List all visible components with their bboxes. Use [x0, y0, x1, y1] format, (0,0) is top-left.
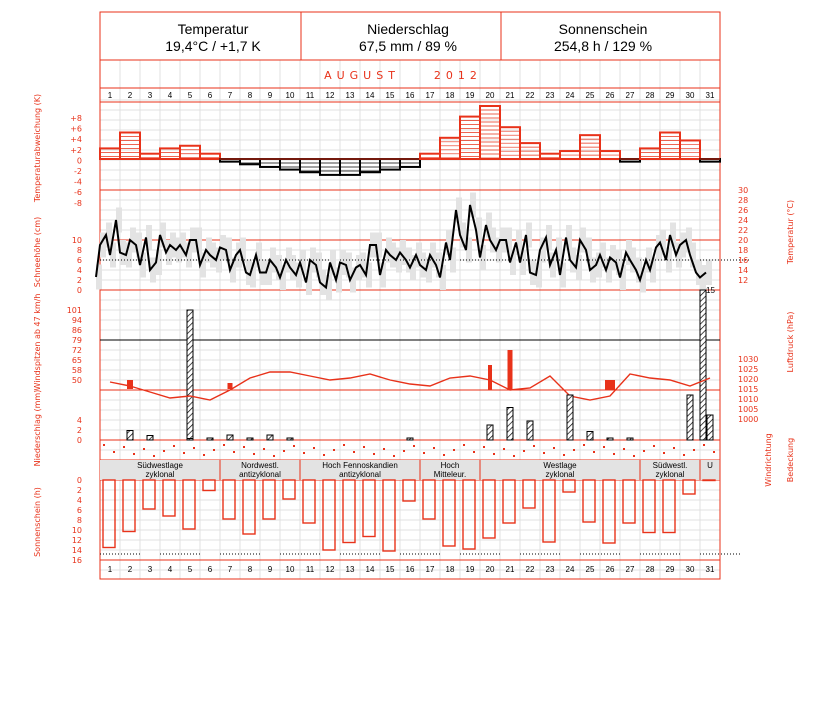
temperature-range-band	[706, 260, 712, 285]
pressure-tick: 1020	[738, 375, 759, 384]
wind-direction-dot	[253, 453, 255, 455]
wind-direction-dot	[573, 449, 575, 451]
wind-direction-dot	[433, 447, 435, 449]
sunshine-bar	[603, 480, 615, 543]
anomaly-tick: +4	[70, 135, 82, 145]
precip-bar	[127, 431, 133, 441]
wind-tick: 50	[71, 376, 82, 385]
wind-direction-dot	[193, 447, 195, 449]
wind-direction-dot	[633, 455, 635, 457]
day-label: 16	[405, 565, 415, 574]
day-label: 17	[425, 565, 435, 574]
weather-pattern-type: antizyklonal	[239, 470, 281, 479]
weather-pattern-name: Südwestl.	[652, 461, 688, 470]
day-label: 19	[465, 91, 475, 100]
precip-bar	[527, 421, 533, 440]
wind-direction-dot	[673, 447, 675, 449]
precip-bar	[227, 435, 233, 440]
day-label: 1	[107, 565, 113, 574]
temperature-tick: 26	[738, 206, 749, 215]
wind-direction-dot	[183, 452, 185, 454]
sunshine-bar	[523, 480, 535, 508]
day-label: 15	[385, 91, 395, 100]
pressure-tick: 1025	[738, 365, 759, 374]
header-sunshine-title: Sonnenschein	[558, 21, 648, 37]
weather-pattern-type: Mitteleur.	[433, 470, 467, 479]
axis-title-wind: Windspitzen ab 47 km/h	[33, 293, 42, 391]
day-label: 6	[207, 565, 213, 574]
anomaly-bar	[180, 146, 200, 159]
sunshine-bar	[203, 480, 215, 491]
temperature-series	[96, 193, 750, 301]
anomaly-tick: -6	[74, 188, 82, 198]
wind-direction-dot	[203, 454, 205, 456]
wind-direction-dot	[453, 449, 455, 451]
header-precipitation-title: Niederschlag	[367, 21, 449, 37]
wind-direction-dot	[623, 448, 625, 450]
day-label: 8	[247, 91, 253, 100]
anomaly-tick: -4	[74, 177, 82, 187]
anomaly-bar	[140, 154, 160, 159]
wind-gust-bar	[700, 290, 706, 440]
wind-direction-dot	[293, 445, 295, 447]
wind-direction-dot	[543, 452, 545, 454]
pressure-tick: 1005	[738, 405, 759, 414]
day-label: 3	[147, 91, 153, 100]
sunshine-bar	[703, 480, 715, 481]
wind-direction-dot	[593, 451, 595, 453]
snow-tick: 2	[76, 276, 82, 285]
weather-pattern-name: Nordwestl.	[241, 461, 279, 470]
day-label: 7	[227, 91, 233, 100]
precip-tick: 0	[76, 436, 82, 445]
day-label: 29	[665, 565, 675, 574]
wind-direction-dot	[653, 445, 655, 447]
day-label: 22	[525, 565, 535, 574]
wind-direction-dot	[703, 444, 705, 446]
temperature-tick: 12	[738, 276, 749, 285]
precip-bar	[587, 432, 593, 441]
weather-pattern-name: Südwestlage	[137, 461, 183, 470]
day-label: 10	[285, 565, 295, 574]
axis-title-wind-direction: Windrichtung	[764, 433, 773, 487]
axis-title-temperature: Temperatur (°C)	[786, 199, 795, 265]
day-label: 21	[505, 91, 515, 100]
wind-direction-dot	[243, 446, 245, 448]
day-label: 3	[147, 565, 153, 574]
wind-direction-dot	[223, 444, 225, 446]
day-label: 26	[605, 91, 615, 100]
wind-direction-dot	[213, 449, 215, 451]
precip-bar	[507, 408, 513, 441]
sunshine-bar	[123, 480, 135, 532]
temperature-tick: 16	[738, 256, 749, 265]
precip-bar	[487, 425, 493, 440]
wind-gust-series	[187, 286, 715, 440]
header-precipitation-value: 67,5 mm / 89 %	[358, 38, 458, 54]
wind-tick: 58	[71, 366, 82, 375]
anomaly-bar	[540, 154, 560, 159]
day-label: 31	[705, 565, 715, 574]
day-label: 23	[545, 565, 555, 574]
sunshine-tick: 16	[71, 556, 82, 565]
axis-title-temp-anomaly: Temperaturabweichung (K)	[33, 93, 42, 203]
wind-direction-dot	[173, 445, 175, 447]
day-label: 24	[565, 91, 575, 100]
sunshine-bar	[183, 480, 195, 529]
precip-bar	[607, 438, 613, 440]
snow-tick: 0	[76, 286, 82, 295]
anomaly-bar	[440, 138, 460, 159]
wind-direction-dot	[513, 455, 515, 457]
sunshine-tick: 8	[76, 516, 82, 525]
anomaly-bar	[380, 159, 400, 170]
day-label: 13	[345, 91, 355, 100]
sunshine-bar	[243, 480, 255, 534]
weather-pattern-background	[100, 460, 720, 480]
anomaly-tick: 0	[76, 156, 82, 166]
day-label: 14	[365, 91, 375, 100]
precip-bar	[687, 395, 693, 440]
wind-direction-dot	[583, 444, 585, 446]
wind-direction-dot	[283, 450, 285, 452]
anomaly-tick: -2	[74, 167, 82, 176]
sunshine-tick: 4	[76, 496, 82, 505]
wind-direction-dot	[263, 448, 265, 450]
wind-direction-dot	[493, 453, 495, 455]
day-label: 16	[405, 91, 415, 100]
day-label: 19	[465, 565, 475, 574]
day-label: 27	[625, 91, 635, 100]
sunshine-tick: 2	[76, 486, 82, 495]
wind-direction-dot	[423, 452, 425, 454]
wind-direction-dot	[603, 446, 605, 448]
weather-pattern-row	[100, 460, 720, 480]
pressure-tick: 1010	[738, 395, 759, 404]
day-label: 15	[385, 565, 395, 574]
sunshine-bar	[683, 480, 695, 494]
sunshine-tick: 14	[71, 546, 82, 555]
temperature-tick: 22	[738, 226, 749, 235]
day-label: 24	[565, 565, 575, 574]
day-label: 2	[127, 565, 133, 574]
weather-event-marker	[228, 383, 233, 389]
wind-direction-dot	[323, 454, 325, 456]
axis-title-pressure: Luftdruck (hPa)	[786, 311, 795, 373]
day-label: 23	[545, 91, 555, 100]
header-temperature-value: 19,4°C / +1,7 K	[165, 38, 261, 54]
weather-pattern-name: U	[707, 461, 713, 470]
wind-direction-dot	[353, 451, 355, 453]
anomaly-bar	[280, 159, 300, 170]
anomaly-bar	[240, 159, 260, 164]
day-label: 25	[585, 565, 595, 574]
wind-direction-dot	[363, 446, 365, 448]
precip-bar	[267, 435, 273, 440]
wind-direction-dot	[503, 448, 505, 450]
weather-event-marker	[508, 350, 513, 390]
day-label: 28	[645, 565, 655, 574]
precip-bar	[707, 415, 713, 440]
day-label: 10	[285, 91, 295, 100]
wind-direction-dot	[403, 450, 405, 452]
wind-direction-dot	[713, 451, 715, 453]
axis-title-sunshine: Sonnenschein (h)	[33, 487, 42, 557]
precip-bar	[287, 438, 293, 440]
precip-bar	[207, 438, 213, 440]
day-label: 12	[325, 91, 335, 100]
wind-tick: 86	[71, 326, 82, 335]
day-label: 6	[207, 91, 213, 100]
weather-pattern-type: zyklonal	[655, 470, 685, 479]
snow-tick: 4	[76, 266, 82, 275]
wind-tick: 94	[71, 316, 82, 325]
wind-gust-annotation: 15	[706, 286, 715, 295]
weather-pattern-name: Hoch	[440, 461, 460, 470]
wind-direction-dot	[693, 449, 695, 451]
wind-direction-dot	[333, 449, 335, 451]
day-label: 28	[645, 91, 655, 100]
pressure-tick: 1000	[738, 415, 759, 424]
day-label: 22	[525, 91, 535, 100]
axis-title-cloud-cover: Bedeckung	[786, 437, 795, 483]
day-label: 27	[625, 565, 635, 574]
day-label: 17	[425, 91, 435, 100]
day-label: 8	[247, 565, 253, 574]
wind-direction-dot	[443, 454, 445, 456]
sunshine-bar	[303, 480, 315, 523]
wind-direction-dot	[413, 445, 415, 447]
wind-direction-dot	[683, 454, 685, 456]
wind-direction-dot	[473, 451, 475, 453]
wind-direction-dot	[483, 446, 485, 448]
wind-tick: 79	[71, 336, 82, 345]
wind-direction-dot	[153, 455, 155, 457]
day-label: 14	[365, 565, 375, 574]
wind-direction-dot	[123, 446, 125, 448]
wind-direction-dot	[523, 450, 525, 452]
axis-title-precip: Niederschlag (mm)	[33, 389, 42, 467]
snow-tick: 10	[71, 236, 82, 245]
temperature-tick: 24	[738, 216, 749, 225]
sunshine-tick: 12	[71, 536, 82, 545]
weather-event-marker	[605, 380, 615, 390]
day-label: 11	[305, 565, 315, 574]
wind-direction-dot	[643, 450, 645, 452]
weather-pattern-name: Westlage	[543, 461, 577, 470]
precip-bar	[147, 436, 153, 441]
sunshine-tick: 10	[71, 526, 82, 535]
day-label: 9	[267, 565, 273, 574]
wind-direction-dot	[613, 453, 615, 455]
day-label: 20	[485, 91, 495, 100]
wind-direction-dot	[553, 447, 555, 449]
day-label: 4	[167, 91, 173, 100]
temperature-tick: 30	[738, 186, 749, 195]
weather-pattern-type: antizyklonal	[339, 470, 381, 479]
sunshine-bar	[643, 480, 655, 533]
sunshine-bar	[343, 480, 355, 543]
anomaly-bar	[200, 154, 220, 159]
day-label: 25	[585, 91, 595, 100]
temperature-tick: 20	[738, 236, 749, 245]
weather-pattern-type: zyklonal	[145, 470, 175, 479]
wind-tick: 72	[71, 346, 82, 355]
wind-direction-dot	[373, 453, 375, 455]
day-label: 31	[705, 91, 715, 100]
pressure-tick: 1030	[738, 355, 759, 364]
wind-direction-dot	[563, 454, 565, 456]
header-sunshine-value: 254,8 h / 129 %	[553, 38, 653, 54]
wind-direction-dot	[133, 453, 135, 455]
day-label: 18	[445, 565, 455, 574]
sunshine-bar	[503, 480, 515, 523]
day-label: 11	[305, 91, 315, 100]
wind-tick: 65	[71, 356, 82, 365]
pressure-tick: 1015	[738, 385, 759, 394]
axis-title-snow: Schneehöhe (cm)	[33, 216, 42, 288]
day-label: 4	[167, 565, 173, 574]
wind-direction-dot	[383, 448, 385, 450]
temperature-tick: 18	[738, 246, 749, 255]
day-label: 26	[605, 565, 615, 574]
temperature-tick: 14	[738, 266, 749, 275]
sunshine-bar	[483, 480, 495, 538]
weather-pattern-name: Hoch Fennoskandien	[322, 461, 398, 470]
sunshine-bar	[623, 480, 635, 523]
day-label: 21	[505, 565, 515, 574]
day-label: 7	[227, 565, 233, 574]
wind-direction-dot	[393, 455, 395, 457]
day-label: 20	[485, 565, 495, 574]
wind-direction-dot	[273, 455, 275, 457]
header-temperature-title: Temperatur	[177, 21, 249, 37]
snow-tick: 8	[76, 246, 82, 255]
snow-tick: 6	[76, 256, 82, 265]
anomaly-tick: +2	[70, 145, 82, 155]
precip-bar	[567, 395, 573, 440]
anomaly-bar	[420, 154, 440, 159]
wind-direction-dot	[463, 444, 465, 446]
day-label: 30	[685, 91, 695, 100]
sunshine-bar	[543, 480, 555, 542]
sunshine-bar	[363, 480, 375, 537]
wind-direction-dot	[663, 452, 665, 454]
day-label: 29	[665, 91, 675, 100]
sunshine-bar	[583, 480, 595, 522]
month-title: AUGUST 2012	[324, 69, 482, 82]
day-label: 1	[107, 91, 113, 100]
day-label: 13	[345, 565, 355, 574]
day-label: 5	[187, 91, 193, 100]
day-label: 30	[685, 565, 695, 574]
day-label: 12	[325, 565, 335, 574]
sunshine-bar	[163, 480, 175, 516]
sunshine-bar	[143, 480, 155, 509]
precip-bar	[627, 438, 633, 440]
wind-tick: 101	[66, 306, 82, 315]
day-label: 2	[127, 91, 133, 100]
precip-bar	[407, 438, 413, 440]
anomaly-tick: -8	[74, 198, 82, 208]
day-label: 5	[187, 565, 193, 574]
anomaly-tick: +6	[70, 124, 82, 134]
day-label: 9	[267, 91, 273, 100]
wind-direction-dot	[163, 450, 165, 452]
wind-direction-dot	[143, 448, 145, 450]
precip-tick: 2	[76, 426, 82, 435]
wind-direction-dot	[233, 451, 235, 453]
weather-pattern-type: zyklonal	[545, 470, 575, 479]
weather-event-marker	[488, 365, 492, 390]
wind-direction-dot	[343, 444, 345, 446]
wind-gust-bar	[187, 310, 193, 440]
sunshine-tick: 6	[76, 506, 82, 515]
day-labels-top	[108, 91, 715, 100]
precip-bar	[247, 438, 253, 440]
wind-direction-dot	[533, 445, 535, 447]
day-label: 18	[445, 91, 455, 100]
wind-direction-dot	[113, 451, 115, 453]
weather-event-marker	[127, 380, 133, 389]
wind-direction-dot	[313, 447, 315, 449]
precip-bar	[187, 439, 193, 441]
wind-direction-dot	[303, 452, 305, 454]
sunshine-tick: 0	[76, 476, 82, 485]
anomaly-tick: +8	[70, 114, 82, 123]
sunshine-bar	[663, 480, 675, 533]
wind-direction-dot	[103, 444, 105, 446]
precip-tick: 4	[76, 416, 82, 425]
temperature-tick: 28	[738, 196, 749, 205]
